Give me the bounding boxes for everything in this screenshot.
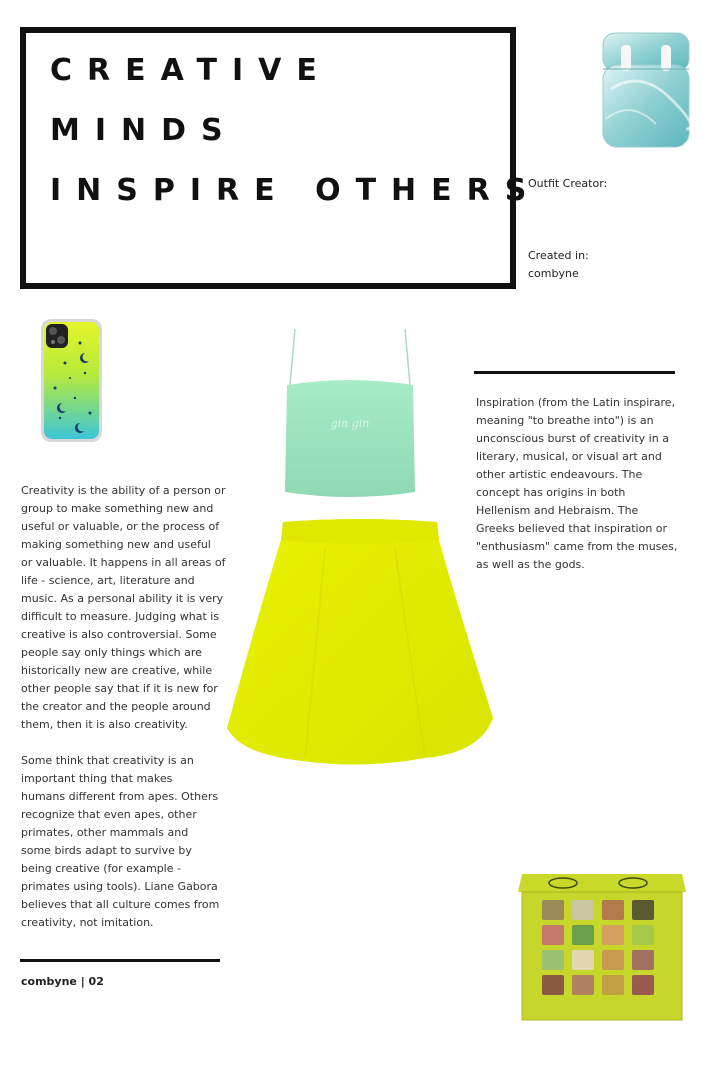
text-line: difficult to measure. Judging what is xyxy=(21,610,220,623)
creativity-text xyxy=(21,482,226,932)
text-line: historically new are creative, while xyxy=(21,664,213,677)
text-line: people say only things which are xyxy=(21,646,202,659)
crop-top-icon xyxy=(265,327,435,502)
text-line: other artistic endeavours. The xyxy=(476,468,643,481)
created-in-label: Created in: xyxy=(528,249,589,262)
title-line-3: INSPIRE OTHERS xyxy=(50,173,542,208)
text-line: creative is also controversial. Some xyxy=(21,628,217,641)
text-line: primates, other mammals and xyxy=(21,826,189,839)
text-line: primates using tools). Liane Gabora xyxy=(21,880,218,893)
text-line: meaning "to breathe into") is an xyxy=(476,414,654,427)
eyeshadow-palette-icon xyxy=(518,872,686,1022)
text-line: group to make something new and xyxy=(21,502,214,515)
text-line: music. As a personal ability it is very xyxy=(21,592,224,605)
created-in-value: combyne xyxy=(528,267,579,280)
text-line: Some think that creativity is an xyxy=(21,754,194,767)
text-line: or valuable. It happens in all areas of xyxy=(21,556,226,569)
text-line: unconscious burst of creativity in a xyxy=(476,432,669,445)
phone-case-icon xyxy=(40,318,103,443)
text-line: Hellenism and Hebraism. The xyxy=(476,504,639,517)
text-line: concept has origins in both xyxy=(476,486,626,499)
text-line: being creative (for example - xyxy=(21,862,181,875)
text-line: some birds adapt to survive by xyxy=(21,844,192,857)
divider-footer xyxy=(20,959,220,962)
title-box xyxy=(20,27,542,289)
title-line-2: MINDS xyxy=(50,113,238,148)
text-line: other people say that if it is new for xyxy=(21,682,218,695)
text-line: useful or valuable, or the process of xyxy=(21,520,220,533)
inspiration-text xyxy=(476,394,686,574)
skirt-icon xyxy=(225,518,495,768)
airpods-case-icon xyxy=(601,29,691,149)
text-line: Inspiration (from the Latin inspirare, xyxy=(476,396,676,409)
text-line: Creativity is the ability of a person or xyxy=(21,484,226,497)
text-line: creativity, not imitation. xyxy=(21,916,154,929)
text-line: as well as the gods. xyxy=(476,558,585,571)
text-line: Greeks believed that inspiration or xyxy=(476,522,668,535)
text-line: life - science, art, literature and xyxy=(21,574,195,587)
divider-right xyxy=(474,371,675,374)
top-script-text: gin gin xyxy=(330,417,370,430)
text-line: them, then it is also creativity. xyxy=(21,718,188,731)
text-line: humans different from apes. Others xyxy=(21,790,219,803)
outfit-creator-label: Outfit Creator: xyxy=(528,177,608,190)
text-line: "enthusiasm" came from the muses, xyxy=(476,540,678,553)
text-line: important thing that makes xyxy=(21,772,173,785)
text-line: making something new and useful xyxy=(21,538,211,551)
title-line-1: CREATIVE xyxy=(50,53,332,88)
text-line: believes that all culture comes from xyxy=(21,898,220,911)
footer-label: combyne | 02 xyxy=(21,975,104,988)
text-line: literary, musical, or visual art and xyxy=(476,450,662,463)
text-line: recognize that even apes, other xyxy=(21,808,197,821)
text-line: the creator and the people around xyxy=(21,700,211,713)
